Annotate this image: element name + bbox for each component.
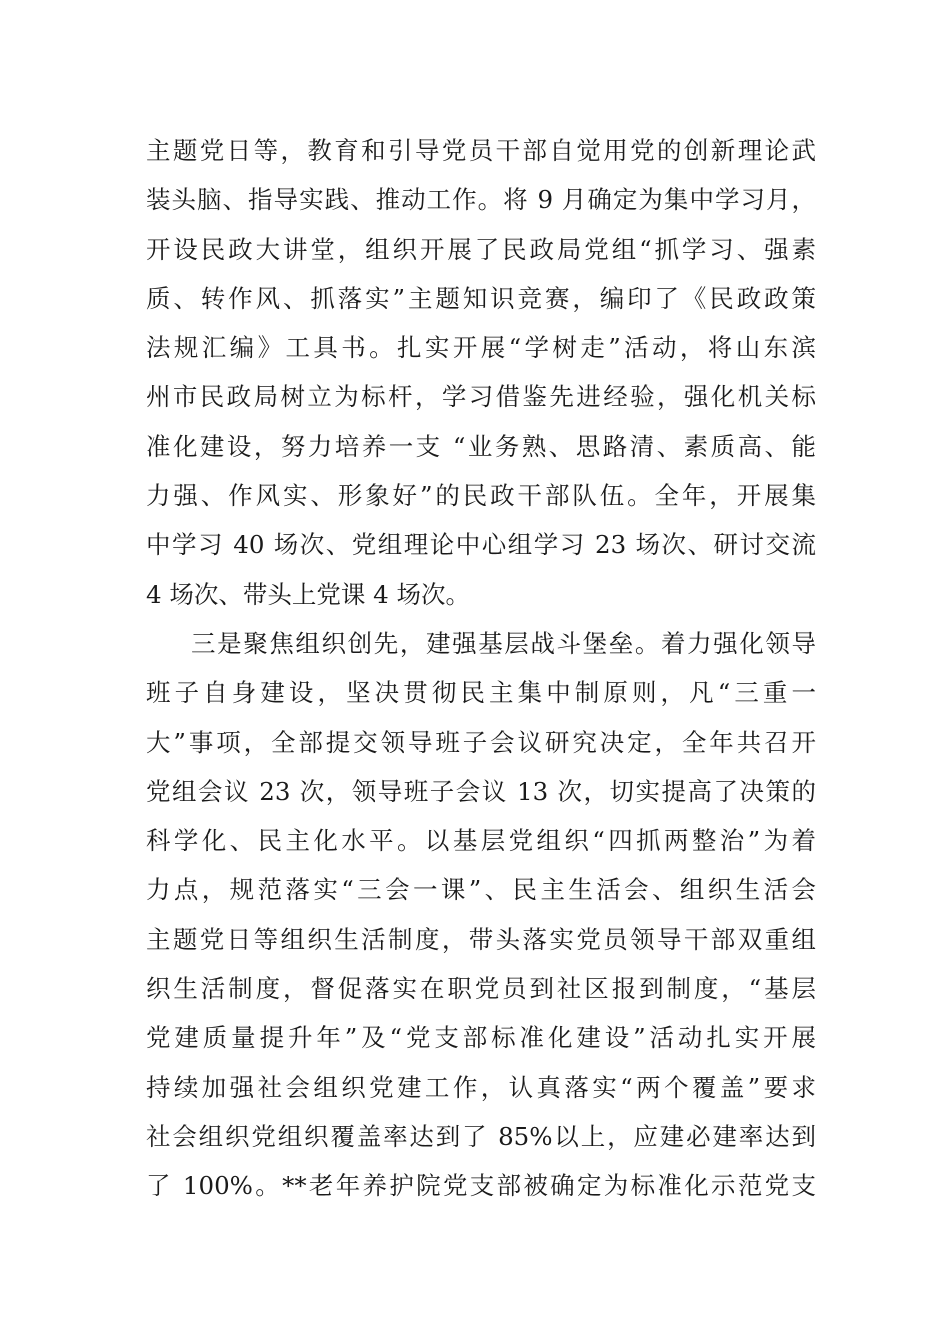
text-line: 准化建设，努力培养一支 “业务熟、思路清、素质高、能: [146, 431, 816, 461]
body-text: [146, 126, 816, 1211]
text-line: 了 100%。**老年养护院党支部被确定为标准化示范党支: [146, 1171, 816, 1201]
text-line: 班子自身建设，坚决贯彻民主集中制原则，凡“三重一: [146, 678, 816, 708]
paragraph-start-line: 三是聚焦组织创先，建强基层战斗堡垒。着力强化领导: [191, 628, 816, 658]
text-line: 社会组织党组织覆盖率达到了 85%以上，应建必建率达到: [146, 1121, 816, 1151]
text-line: 装头脑、指导实践、推动工作。将 9 月确定为集中学习月，: [146, 185, 816, 215]
text-line: 党建质量提升年”及“党支部标准化建设”活动扎实开展: [146, 1023, 816, 1053]
text-line: 4 场次、带头上党课 4 场次。: [146, 579, 471, 609]
text-line: 党组会议 23 次，领导班子会议 13 次，切实提高了决策的: [146, 776, 816, 806]
text-line: 科学化、民主化水平。以基层党组织“四抓两整治”为着: [146, 826, 816, 856]
text-line: 中学习 40 场次、党组理论中心组学习 23 场次、研讨交流: [146, 530, 816, 560]
text-line: 主题党日等组织生活制度，带头落实党员领导干部双重组: [146, 924, 816, 954]
text-line: 力点，规范落实“三会一课”、民主生活会、组织生活会: [146, 875, 816, 905]
text-line: 主题党日等，教育和引导党员干部自觉用党的创新理论武: [146, 136, 816, 165]
text-line: 大”事项，全部提交领导班子会议研究决定，全年共召开: [146, 727, 816, 757]
text-line: 力强、作风实、形象好”的民政干部队伍。全年，开展集: [146, 481, 816, 511]
text-line: 织生活制度，督促落实在职党员到社区报到制度，“基层: [146, 974, 816, 1004]
text-line: 持续加强社会组织党建工作，认真落实“两个覆盖”要求: [146, 1072, 816, 1102]
text-line: 质、转作风、抓落实”主题知识竞赛，编印了《民政政策: [146, 283, 816, 313]
text-line: 法规汇编》工具书。扎实开展“学树走”活动，将山东滨: [146, 333, 816, 363]
text-line: 开设民政大讲堂，组织开展了民政局党组“抓学习、强素: [146, 234, 816, 264]
text-line: 州市民政局树立为标杆，学习借鉴先进经验，强化机关标: [146, 382, 816, 412]
